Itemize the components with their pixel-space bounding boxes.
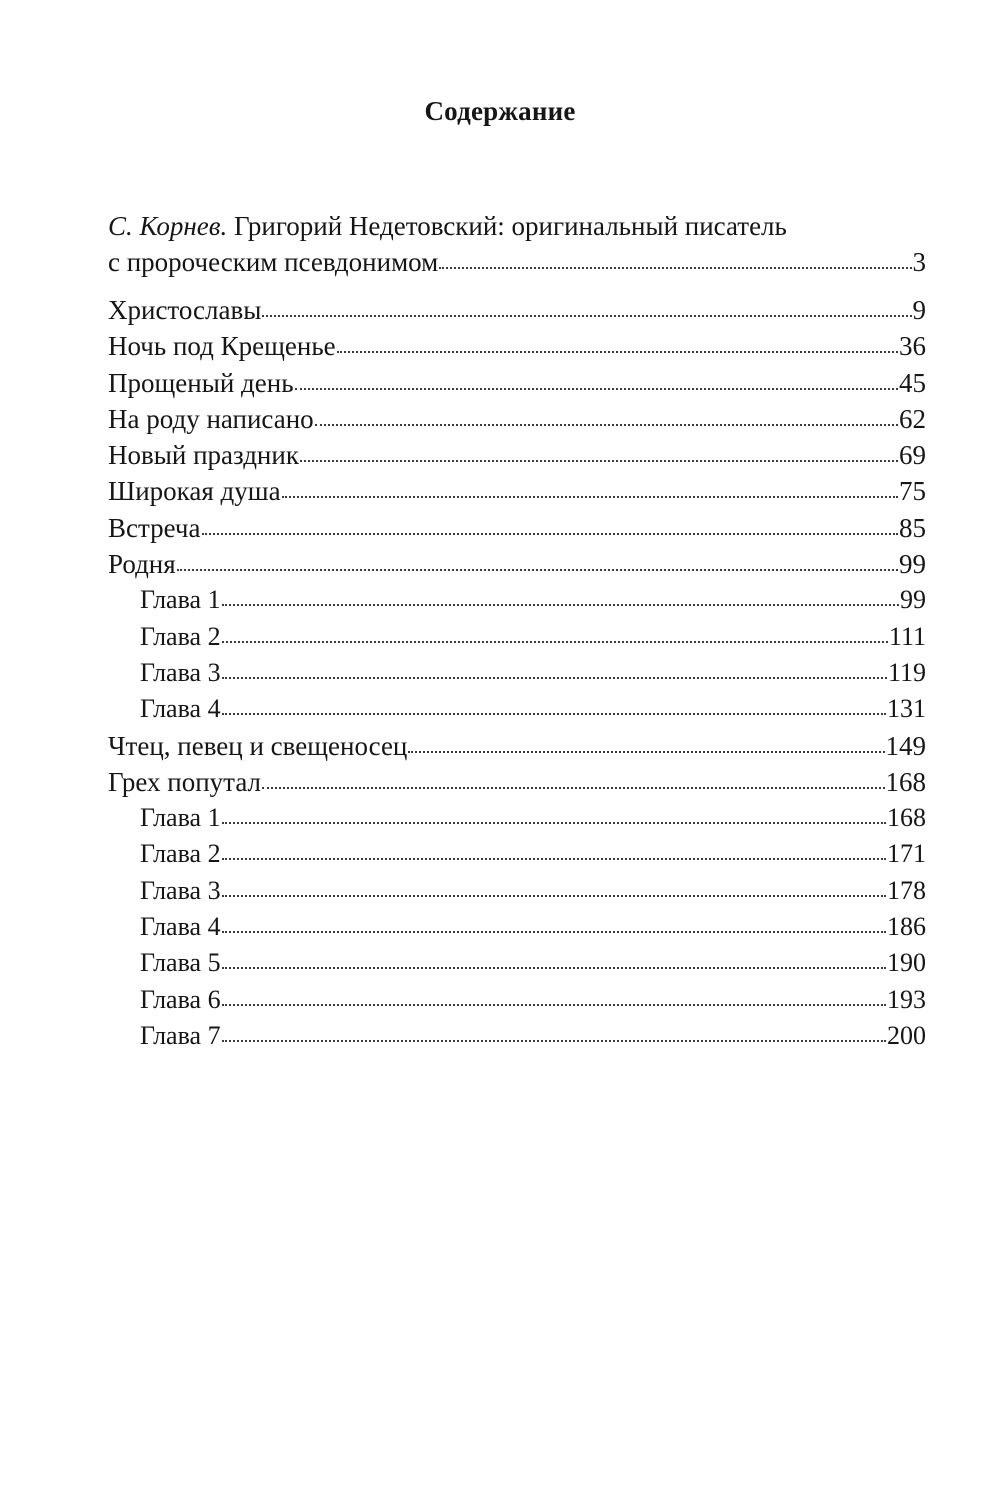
toc-entry-label: Глава 3 — [140, 657, 221, 687]
dot-leader — [262, 787, 884, 789]
dot-leader — [222, 895, 886, 897]
intro-entry[interactable] — [108, 208, 926, 280]
dot-leader — [222, 641, 888, 643]
toc-entry-page: 111 — [888, 621, 926, 651]
toc-entry-label: Глава 2 — [140, 621, 221, 651]
intro-title-line-1: Григорий Недетовский: оригинальный писатель — [234, 211, 787, 241]
dot-leader — [222, 1004, 886, 1006]
toc-entry-label: Глава 2 — [140, 839, 221, 869]
toc-entry-label: Широкая душа — [108, 476, 281, 507]
toc-subentry[interactable] — [108, 982, 926, 1018]
toc-entry-label: Встреча — [108, 512, 201, 543]
dot-leader — [222, 1040, 886, 1042]
toc-entry-page: 200 — [887, 1020, 926, 1050]
toc-entry-label: Христославы — [108, 295, 262, 325]
dot-leader — [177, 569, 898, 571]
toc-entry-label: Глава 7 — [140, 1020, 221, 1050]
toc-subentry[interactable] — [108, 582, 926, 618]
toc-entry-page: 75 — [899, 476, 926, 507]
toc-entry-label: Глава 3 — [140, 875, 221, 905]
toc-subentry[interactable] — [108, 619, 926, 655]
toc-entry-page: 131 — [887, 694, 926, 724]
toc-entry[interactable] — [108, 728, 926, 764]
toc-entry[interactable] — [108, 473, 926, 509]
toc-subentry[interactable] — [108, 945, 926, 981]
toc-entry[interactable] — [108, 365, 926, 401]
toc-entry-label: Глава 4 — [140, 694, 221, 724]
toc-entry-page: 45 — [899, 367, 926, 398]
toc-entry-page: 149 — [885, 730, 926, 761]
toc-entry-page: 36 — [899, 331, 926, 362]
toc-entry-label: Глава 1 — [140, 803, 221, 833]
toc-entry-page: 168 — [887, 803, 926, 833]
toc-entry-page: 99 — [900, 585, 926, 615]
toc-subentry[interactable] — [108, 873, 926, 909]
intro-author: С. Корнев. — [108, 211, 228, 241]
dot-leader — [300, 460, 898, 462]
dot-leader — [222, 967, 886, 969]
toc-entry-label: Прощеный день — [108, 367, 294, 398]
toc-entry-label: Глава 4 — [140, 912, 221, 942]
toc-entry-page: 9 — [912, 295, 926, 325]
dot-leader — [337, 351, 898, 353]
toc-entry-label: Родня — [108, 549, 176, 580]
dot-leader — [439, 267, 911, 269]
toc-entry[interactable] — [108, 546, 926, 582]
toc-entry[interactable] — [108, 764, 926, 800]
intro-line-1 — [108, 208, 926, 244]
toc-entry-label: Ночь под Крещенье — [108, 331, 336, 362]
toc-entry[interactable] — [108, 292, 926, 328]
intro-title-line-2: с пророческим псевдонимом — [108, 247, 439, 277]
toc-entry-label: Грех попутал — [108, 766, 262, 797]
toc-subentry[interactable] — [108, 1018, 926, 1054]
dot-leader — [222, 713, 886, 715]
toc-subentry[interactable] — [108, 836, 926, 872]
toc-entry-page: 168 — [885, 766, 926, 797]
toc-entry-label: Глава 6 — [140, 984, 221, 1014]
toc-entry-label: Глава 5 — [140, 948, 221, 978]
toc-entry-page: 190 — [887, 948, 926, 978]
toc-subentry[interactable] — [108, 800, 926, 836]
toc-entry-page: 178 — [887, 875, 926, 905]
toc-subentry[interactable] — [108, 655, 926, 691]
dot-leader — [222, 822, 886, 824]
table-of-contents — [108, 292, 926, 1054]
toc-subentry[interactable] — [108, 691, 926, 727]
toc-entry-page: 186 — [887, 912, 926, 942]
toc-entry-page: 85 — [899, 512, 926, 543]
toc-entry-page: 193 — [887, 984, 926, 1014]
toc-entry-label: Чтец, певец и свещеносец — [108, 730, 408, 761]
dot-leader — [222, 931, 886, 933]
toc-entry-page: 171 — [887, 839, 926, 869]
dot-leader — [315, 424, 898, 426]
toc-entry[interactable] — [108, 401, 926, 437]
toc-entry[interactable] — [108, 510, 926, 546]
toc-subentry[interactable] — [108, 909, 926, 945]
toc-entry-label: На роду написано — [108, 403, 314, 434]
toc-entry-page: 62 — [899, 403, 926, 434]
dot-leader — [262, 315, 911, 317]
toc-entry-page: 99 — [899, 549, 926, 580]
dot-leader — [295, 388, 898, 390]
page-title: Содержание — [424, 96, 576, 126]
toc-entry-label: Глава 1 — [140, 585, 221, 615]
toc-entry-label: Новый праздник — [108, 440, 299, 471]
toc-entry-page: 119 — [887, 657, 926, 687]
intro-page-number: 3 — [912, 247, 926, 277]
dot-leader — [222, 604, 899, 606]
toc-entry[interactable] — [108, 328, 926, 364]
dot-leader — [222, 858, 886, 860]
toc-entry[interactable] — [108, 437, 926, 473]
dot-leader — [408, 751, 884, 753]
intro-line-2 — [108, 244, 926, 280]
dot-leader — [222, 677, 887, 679]
dot-leader — [282, 496, 898, 498]
toc-entry-page: 69 — [899, 440, 926, 471]
dot-leader — [202, 533, 899, 535]
